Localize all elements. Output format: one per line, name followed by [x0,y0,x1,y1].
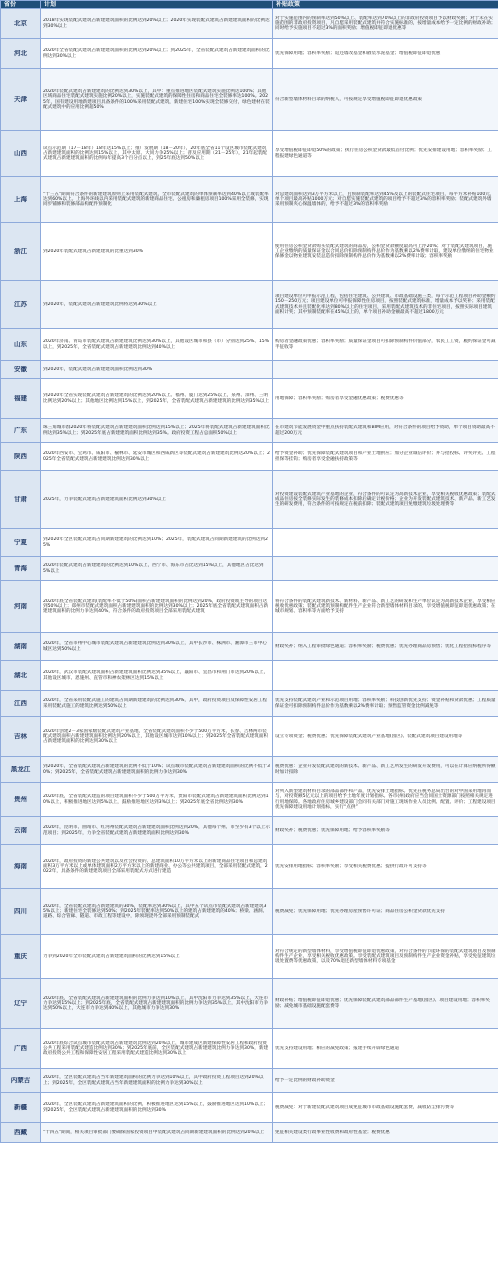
policy-cell: 将符合条件的装配式建筑新技术、新材料、新产品、新工艺的研发和生产单位认定为高新技术企业，享受相应税收优惠政策；装配式建筑预制构配件生产企业符合新型墙体材料目录的，享受增值税即征即退优惠政策；在城市规划、容积率等方面给予支持 [273,581,498,633]
policy-cell: 项目建设单位可申报示范工程，包括住宅建筑、公共建筑、市政基础设施三类，每个示范工程项目补助金额约150－250万元；项目建设单位可申报保障性住房项目，按照装配式建筑标准，增量成本予以奖补；采用装配式建筑技术并且装配化率达到80%以上的住宅项目，采用装配式建筑技术的非住宅项目，按照实际项目建筑面积计奖；其中预制装配率在45%以上的，单个项目补助金额最高不超过1800万元 [273,281,498,329]
province-cell: 辽宁 [1,979,41,1029]
plan-cell: 到2020年装配式建筑占新建建筑的比重达到30% [41,223,273,281]
plan-cell: 2020年，全区装配式建筑占当年新建建筑面积的比例力争达到10%以上，其中政府投资工程项目达到20%以上；到2025年，全区装配式建筑占当年新建建筑面积的比例力争达到30%以上 [41,1069,273,1093]
policy-cell [273,361,498,379]
policy-cell: 优先保障用地；容积率奖励；返还墙改基金和散装水泥基金；增值税即征即退优惠 [273,39,498,69]
policy-cell: 财政奖补；税费优惠；优先保障用地；给予容积率奖励等 [273,817,498,845]
policy-cell: 优先支持建设用地；相应的减免政策；报建手续开辟绿色通道 [273,1029,498,1069]
plan-cell: 2018年实现装配式建筑占新建建筑面积的比例达到20%以上；2020年实现装配式建筑占新建建筑面积的比例达到30%以上 [41,9,273,39]
policy-cell: 设立专项资金；税费优惠；优先保障装配式建筑产业基地(园区)、装配式建筑项目建设用地等 [273,717,498,757]
policy-cell [273,661,498,691]
table-row [1,361,498,379]
policy-cell [273,529,498,557]
plan-cell: 到2020年，装配式建筑占新建建筑比例将达到30%以上 [41,281,273,329]
table-row [1,529,498,557]
plan-cell: 2020年，政府投资的新建公共建筑以及社会投资的、总建筑面积10万平方米以上的新建商品住宅项目和总建筑面积3万平方米以上或单体建筑面积2万平方米以上的新建商业、办公等公共建筑项目，全部采用装配式建筑，2022年，具备条件的新建建筑项目全部采用装配式方式进行建造 [41,845,273,889]
province-cell: 海南 [1,845,41,889]
province-cell: 广东 [1,419,41,443]
plan-cell: 珠三角城市群2020年将装配式建筑占新建建筑面积比例达到15%以上；2025年将装配式建筑占新建建筑面积比例达到35%以上；到2025年底占新建建筑面积比例达到35%。政府投资工程占总面积50%以上 [41,419,273,443]
policy-cell: 财政补贴；增值税即征即退优惠；优先保障装配式建筑部品部件生产基地(园区)、项目建设用地；容积率奖励；减免城市基础设施配套费等 [273,979,498,1029]
policy-cell: 符合新型墙体材料目录的纳税人，可按规定享受增值税即征即退优惠政策 [273,69,498,131]
table-row [1,281,498,329]
province-cell: 内蒙古 [1,1069,41,1093]
table-row [1,39,498,69]
table-row [1,1029,498,1069]
policy-cell: 对符合规定的新型墙体材料，享受增值税即征即退优惠政策，对符合条件的节能环保的装配式建筑项目及预制构件生产企业，享受相关税收优惠政策。享受装配式建筑项目及预制构件生产企业资金补贴，享受免征建筑垃圾处置费等优惠政策，以及70%退还新型墙体材料专项基金 [273,935,498,979]
table-row [1,419,498,443]
province-cell: 山东 [1,329,41,361]
province-cell: 甘肃 [1,471,41,529]
policy-cell: 给予一定比例的财政补助资金 [273,1069,498,1093]
plan-cell: 2020年全省装配式建筑占新建建筑面积的比例达到20%以上；到2025年，全省装配式建筑占新建建筑面积的比例达到30%以上 [41,39,273,69]
province-cell: 新疆 [1,1093,41,1123]
table-row [1,979,498,1029]
province-cell: 重庆 [1,935,41,979]
plan-cell: 力争到2020年全市装配式建筑占新建建筑面积的比例达到15%以上 [41,935,273,979]
province-cell: 河南 [1,581,41,633]
policy-cell: 优先安排用地指标；容积率奖励；享受相关税费优惠；提供行政许可支持等 [273,845,498,889]
plan-cell: 2020年底全省装配式建筑(装配率不低于50%)面积占新建建筑面积的比例达到20%，政府投资或主导的项目达到50%以上；郑州市装配式建筑面积占新建建筑面积的比例达到30%以上；2025年底全省装配式建筑面积占新建建筑面积的比例力争达到40%，符合条件的政府投资项目全部采用装配式建筑 [41,581,273,633]
table-row [1,661,498,691]
policy-cell: 对列入新型建筑材料目录的部品部件和产品，优先安排土地指标。优先在税务总局出台的对中国采用地再而与，对投资额5亿元以上的项目给予土地年度计划指标。各市(州)政府应当会同国土资源部门按照相关规定进行用地保障。各地政府住房城乡建设部门会同有关部门对施工现场作业人员比例、配置、评价；工程建设项目优先保障建设用地计划指标，实行“点供” [273,783,498,817]
province-cell: 河北 [1,39,41,69]
plan-cell: 2020年西安市、宝鸡市、咸阳市、榆林市、延安市城区和西咸新区等装配式建筑占新建建筑比例达20%以上；2025年全省装配式建筑占新建建筑比例达到30%以上 [41,443,273,471]
policy-cell: 用地保障；容积率奖励；购房者享受金融优惠政策；税费优惠等 [273,379,498,419]
province-cell: 江西 [1,691,41,717]
plan-cell: "十四五"期间，相关项目审批部门要确保国家投资项目中装配式建筑占同期新建建筑面积的比例达到20%以上 [41,1123,273,1143]
plan-cell: 2020年，全区装配式建筑占新建建筑面积的比例，积极推进地区达到15%以上，鼓励推进地区达到10%以上；到2025年，全区装配式建筑占新建建筑面积的比例达到30% [41,1093,273,1123]
province-cell: 广西 [1,1029,41,1069]
policy-cell: 财政奖补；纳入工程审批绿色通道；容积率奖励；税费优惠；优先办理商品房预售；优化工程招投标程序等 [273,633,498,661]
plan-cell: 2020年，全省装配式建筑占新建建筑的30%，装配率达到30%以上，其中五个试点市装配式建筑占新建建筑35%以上；新建住宅全装修达到50%；到2025年装配率达到50%以上的建筑占新建建筑的40%；桥梁、涵洞、道路、综合管廊、隧道、市政工程等建设中，除须现浇外全部采用预制装配式 [41,889,273,935]
policy-cell: 给予资金补助；优先保障装配式建筑项目和产业土地供应；加分企业诚信评价；并与招投标、评奖评先、工程担保等挂钩；购房者享受金融扶持政策等 [273,443,498,471]
table-body [1,9,498,1143]
table-row [1,329,498,361]
province-cell: 贵州 [1,783,41,817]
policy-cell: 对总建筑面积达到3万平方米以上，且预制装配率达到45%及以上的装配式住宅项目，每平方米补贴100元，单个项目最高补贴1000万元；对自愿实施装配式建筑的项目给予不超过3%的容积率奖励；装配式建筑外墙采用预制夹心保温墙体的，给予不超过3%的容积率奖励 [273,177,498,223]
province-cell: 宁夏 [1,529,41,557]
policy-cell [273,557,498,581]
policy-header: 补贴政策 [273,1,498,9]
table-row [1,471,498,529]
table-row [1,845,498,889]
province-cell: 湖北 [1,661,41,691]
plan-cell: 到2020年全区装配式建筑占同期新建建筑的比例达到10%；2025年，装配式建筑占同期新建建筑的比例达到25% [41,529,273,557]
province-cell: 江苏 [1,281,41,329]
table-row [1,131,498,177]
table-row [1,379,498,419]
table-row [1,177,498,223]
table-row [1,1069,498,1093]
plan-header: 计划 [41,1,273,9]
province-cell: 吉林 [1,717,41,757]
table-row [1,69,498,131]
table-row [1,633,498,661]
table-row [1,717,498,757]
plan-cell: 2020年，武汉市装配式建筑面积占新建建筑面积比例达到35%以上，襄阳市、宜昌市和荆门市达到20%以上，其他设区城市、恩施州、直管市和神农架林区达到15%以上 [41,661,273,691]
table-row [1,9,498,39]
plan-cell: 试点示范期（17－18年）18年达15%以上；推广发展期（18－20年），20年底全省11个设区城市装配式建筑占新建建筑面积的比例达到15%以上，其中太原、大同力争25%以上；普及应用期（21－25年），21年起装配式建筑占新建建筑面积的比例每年提高3个百分点以上，到25年底达到50%以上 [41,131,273,177]
table-row [1,783,498,817]
table-row [1,691,498,717]
plan-cell: 2020年济南、青岛市装配式建筑占新建建筑比例达到30%以上，其他设区城市和县（市）分别达到25%、15%以上，到2025年，全省装配式建筑占新建建筑比例达到40%以上 [41,329,273,361]
province-header: 省份 [1,1,41,9]
plan-cell: 2020年，昆明市、曲靖市、红河州装配式建筑占新建建筑面积比例达到20%，其他每个州、市至少有3个以上示范项目；到2025年，力争全省装配式建筑占新建建筑面积比例达到30% [41,817,273,845]
table-row [1,557,498,581]
plan-cell: 到2020年，装配式建筑占新建建筑面积比例达到30% [41,361,273,379]
province-cell: 云南 [1,817,41,845]
table-row [1,443,498,471]
province-cell: 北京 [1,9,41,39]
policy-cell: 在市建筑节能发展资金中重点扶持装配式建筑和BIM应用，对符合条件的项目给予资助，单个项目资助最高不超过200万元 [273,419,498,443]
table-row [1,817,498,845]
province-cell: 青海 [1,557,41,581]
plan-cell: 到2020年，全省装配式建筑占新建建筑的比例不低于10%；试点城市装配式建筑占新建建筑面积的比例不低于30%；到2025年，全省装配式建筑占新建建筑面积的比例力争达到30% [41,757,273,783]
province-cell: 浙江 [1,223,41,281]
plan-cell: 到2020年全省实现装配式建筑占新建建筑的比例达到20%以上。福州、厦门达到25%以上，泉州、漳州、三明比例达到20%以上；其他地区比例达到15%以上，到2025年，全省装配式建筑占新建建筑的比例达到35%以上 [41,379,273,419]
province-cell: 山西 [1,131,41,177]
table-row [1,757,498,783]
table-row [1,1093,498,1123]
province-cell: 安徽 [1,361,41,379]
province-cell: 湖南 [1,633,41,661]
policy-cell: 税费优惠：企业开发装配式建筑的新技术、新产品、新工艺所发生的研发开发费用，可以在计算应纳税所得额时加计扣除 [273,757,498,783]
province-cell: 西藏 [1,1123,41,1143]
policy-cell: 购房者金融政策优惠；容积率奖励；质量保证金项目可扣除预制构件价值部分，农民工工资，履约保证金可减半征收等 [273,329,498,361]
plan-cell: 2020年装配式建筑占新建建筑的比例达到10%以上，西宁市、海东市占比达到15%以上，其他地区占比达到5%以上 [41,557,273,581]
policy-cell: 税费减免：对于新建装配式建筑项目成免征城市市政基础设施配套费，减收防尘排污费等 [273,1093,498,1123]
table-row [1,1123,498,1143]
plan-cell: 2020年装配式建筑占新建建筑的比例达到30%以上，其中：重点推进地区装配式建筑实施比例达100%；其他区域商品住宅装配式建筑实施比例20%以上，实施装配式建筑的保障性住房和商品住宅全装修率达100%。2025年，国有建设用地新建项目具备条件的100%采用装配式建筑，新建住宅100%实现全装修交付，绿色建材在装配式建筑中的应用比例超50% [41,69,273,131]
province-cell: 上海 [1,177,41,223]
plan-cell: 2020年，全省市州中心城市装配式建筑占新建建筑比例达到30%以上，其中长沙市、株洲市、湘潭市三市中心城区达到50%以上 [41,633,273,661]
policy-cell: 优先支持装配式建筑产业和示范项目用地；容积率奖励；科技创新优先支持；资金补贴和贷款优惠；工程质量保证金可扣除预制构件总价作为基数乘以2%费率计取；预售监管资金比例减免等 [273,691,498,717]
policy-cell: 免征相关建设类行政事业性收费和政府性基金；税费优惠 [273,1123,498,1143]
plan-cell: "十三五"期间符合条件的新建建筑原则上采用装配式建筑，全市装配式建筑的单体预制率达到40%以上或装配率达到60%以上。上海外环线以内采用装配式建筑的新建商品住宅、公租房和廉租房项目100%采用全装修，实现同步铺修和装修部品构配件预制化 [41,177,273,223]
table-row [1,223,498,281]
table-row [1,889,498,935]
province-cell: 黑龙江 [1,757,41,783]
policy-cell: 对于实施范围内的预制率达到50%以上、装配率达到70%以上的非政府投资项目予以财政奖励；对于未在实施范围的非政府投资项目，凡自愿采用装配式建筑并符合实施标准的，按增量成本给予一定比例的财政补助；同时给予实施项目不超过3%的面积奖励；增值税即征即退优惠等 [273,9,498,39]
policy-cell: 对投资建设装配式建筑产业基地的企业，符合条件的可认定为高新技术企业，享受相关税收优惠政策；装配式成品住房按全装修实际发生的装修成本扣除后确定计税价格；企业为开发装配式建筑技术、新产品、新工艺发生的研发费用，符合条件的可按规定在税前扣除；装配式建筑项目免缴建筑垃圾处理费等 [273,471,498,529]
plan-cell: 2025年，力争装配式建筑占新建建筑面积比例达到30%以上 [41,471,273,529]
policy-cell: 税费减免；优先保障用地；优先办理房屋预售许可证；商品住房公积金贷款优先支持 [273,889,498,935]
plan-cell: 2020年底，全省装配式建筑占新建建筑面积的比例力争达到10%以上，其中沈阳市力争达到35%以上，大连市力争达到15%以上；到2025年底，全省装配式建筑占新建建筑面积的比例力争达到35%以上，其中沈阳市力争达到50%以上，大连市力争达到40%以上，其他城市力争达到30% [41,979,273,1029]
plan-cell: 2020年底综合试点城市装配式建筑占新建建筑比例达到20%以上，城市建成区新建保障性安居工程和政府投资公共工程采用装配式建造比例达到30%；到2025年底前，全区装配式建筑占新建建筑比例力争达到30%，新建政府投资公共工程和保障性安居工程采用装配式建造比例达到30%以上 [41,1029,273,1069]
policy-cell: 享受增值税即征即退50%的政策；执行住房公积金贷款最低首付比例；优先安排建设用地；容积率奖励；工程报建绿色通道等 [273,131,498,177]
table-row [1,935,498,979]
province-cell: 四川 [1,889,41,935]
province-cell: 福建 [1,379,41,419]
province-cell: 陕西 [1,443,41,471]
header-row [1,1,498,9]
plan-cell: 2020年，全省采用装配式施工的建筑占同期新建建筑的比例达到30%，其中，政府投资项目及保障性安居工程采用装配式施工的建筑比例达到50%以上 [41,691,273,717]
plan-cell: 2020年创建2－3家国家级装配式建筑产业基地，全省装配式建筑面积不少于500万平方米，长春、吉林两市装配式建筑面积占新建建筑面积比例达到20%以上，其他设区城市达到10%以上；到2025年全省装配式建筑面积占新建建筑面积的比例达到30%以上 [41,717,273,757]
table-row [1,581,498,633]
policy-cell: 使用住房公积金贷款购买装配式建筑的商品房，公积金贷款额度最高可上浮20%；对于装配式建筑项目，施工企业缴纳的质量保证金以合同总价扣除预制构件总价作为基数乘以2%费率计取，建设单位缴纳的住宅物业保修金以物业建筑安装总造价扣除预制构件总价作为基数乘以2%费率计取；容积率奖励 [273,223,498,281]
province-cell: 天津 [1,69,41,131]
plan-cell: 2020年底，全省装配式建造的项目建筑面积不少于500万平方米，贵阳市装配式建筑占新建建筑面积比例达到10%以上，积极推进地区达到5%以上，鼓励推进地区达到3%以上；到2025年底全省比例达到30% [41,783,273,817]
